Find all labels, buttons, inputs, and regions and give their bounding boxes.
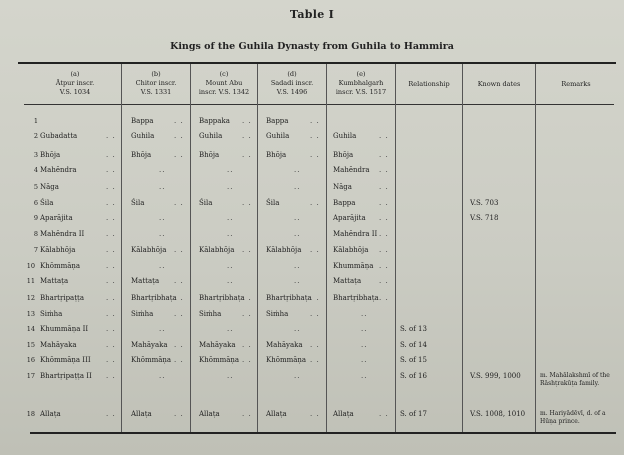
leader-dots: . . bbox=[242, 151, 252, 159]
empty-entry: .. bbox=[294, 183, 301, 191]
leader-dots: . . bbox=[379, 277, 389, 285]
leader-dots: . . bbox=[310, 341, 320, 349]
table-cell: Siṁha bbox=[131, 310, 154, 318]
row-number: 2 bbox=[33, 132, 38, 140]
column-divider bbox=[257, 64, 258, 432]
empty-entry: .. bbox=[361, 372, 368, 380]
relationship-cell: S. of 15 bbox=[400, 356, 427, 364]
leader-dots: . . bbox=[106, 199, 116, 207]
leader-dots: . . bbox=[106, 183, 116, 191]
known-dates-cell: V.S. 703 bbox=[470, 199, 499, 207]
column-header-text: (b) bbox=[151, 70, 161, 78]
column-header-text: Mount Abu bbox=[205, 79, 243, 87]
table-cell: Kālabhōja bbox=[199, 246, 235, 254]
leader-dots: . . bbox=[242, 294, 252, 302]
table-cell: Guhila bbox=[333, 132, 357, 140]
leader-dots: . . bbox=[379, 230, 389, 238]
empty-entry: .. bbox=[294, 277, 301, 285]
empty-entry: .. bbox=[227, 183, 234, 191]
relationship-cell: S. of 17 bbox=[400, 410, 427, 418]
table-cell: Bhartṛibhaṭa bbox=[199, 294, 245, 302]
table-cell: Mahēndra II bbox=[40, 230, 85, 238]
empty-entry: .. bbox=[227, 262, 234, 270]
row-number: 13 bbox=[26, 310, 35, 318]
row-number: 12 bbox=[26, 294, 35, 302]
leader-dots: . . bbox=[310, 132, 320, 140]
leader-dots: . . bbox=[106, 214, 116, 222]
table-cell: Khōmmāṇa bbox=[199, 356, 240, 364]
leader-dots: . . bbox=[106, 341, 116, 349]
empty-entry: .. bbox=[227, 277, 234, 285]
table-cell: Allaṭa bbox=[266, 410, 287, 418]
empty-entry: .. bbox=[361, 356, 368, 364]
leader-dots: . . bbox=[310, 294, 320, 302]
leader-dots: . . bbox=[379, 294, 389, 302]
table-cell: Bappaka bbox=[199, 117, 230, 125]
table-cell: Allaṭa bbox=[131, 410, 152, 418]
table-cell: Kālabhōja bbox=[333, 246, 369, 254]
column-divider bbox=[326, 64, 327, 432]
table-cell: Aparājita bbox=[40, 214, 73, 222]
remarks-cell: m. Mahālakshmī of the Rāshṭrakūṭa family. bbox=[540, 372, 610, 387]
column-divider bbox=[535, 64, 536, 432]
table-cell: Bhartṛibhaṭa bbox=[333, 294, 379, 302]
leader-dots: . . bbox=[174, 199, 184, 207]
empty-entry: .. bbox=[294, 262, 301, 270]
empty-entry: .. bbox=[227, 372, 234, 380]
table-cell: Kālabhōja bbox=[131, 246, 167, 254]
leader-dots: . . bbox=[379, 246, 389, 254]
leader-dots: . . bbox=[310, 246, 320, 254]
table-cell: Bappa bbox=[333, 199, 356, 207]
row-number: 6 bbox=[33, 199, 38, 207]
leader-dots: . . bbox=[174, 117, 184, 125]
column-header-text: inscr. V.S. 1517 bbox=[335, 88, 387, 96]
empty-entry: .. bbox=[159, 372, 166, 380]
leader-dots: . . bbox=[174, 246, 184, 254]
row-number: 11 bbox=[26, 277, 35, 285]
column-header-text: inscr. V.S. 1342 bbox=[198, 88, 250, 96]
leader-dots: . . bbox=[174, 132, 184, 140]
column-header-text: (d) bbox=[287, 70, 297, 78]
table-cell: Bappa bbox=[131, 117, 154, 125]
table-cell: Mahāyaka bbox=[199, 341, 236, 349]
table-cell: Allaṭa bbox=[199, 410, 220, 418]
row-number: 7 bbox=[33, 246, 38, 254]
column-header-text: (c) bbox=[219, 70, 229, 78]
table-cell: Siṁha bbox=[266, 310, 289, 318]
column-divider bbox=[190, 64, 191, 432]
table-cell: Mahāyaka bbox=[266, 341, 303, 349]
leader-dots: . . bbox=[174, 356, 184, 364]
table-cell: Khōmmāṇa III bbox=[40, 356, 91, 364]
table-cell: Guhila bbox=[131, 132, 155, 140]
leader-dots: . . bbox=[106, 277, 116, 285]
column-header-text: Kumbhalgarh bbox=[338, 79, 384, 87]
leader-dots: . . bbox=[106, 166, 116, 174]
table-cell: Gubadatta bbox=[40, 132, 78, 140]
table-cell: Aparājita bbox=[333, 214, 366, 222]
table-cell: Bhartṛipaṭṭa bbox=[40, 294, 85, 302]
empty-entry: .. bbox=[159, 230, 166, 238]
empty-entry: .. bbox=[227, 230, 234, 238]
leader-dots: . . bbox=[242, 310, 252, 318]
table-cell: Mahēndra bbox=[40, 166, 77, 174]
leader-dots: . . bbox=[379, 214, 389, 222]
column-header-text: V.S. 1496 bbox=[276, 88, 308, 96]
leader-dots: . . bbox=[310, 356, 320, 364]
empty-entry: .. bbox=[294, 230, 301, 238]
remarks-cell: m. Hariyādēvī, d. of a Hūṇa prince. bbox=[540, 410, 606, 425]
leader-dots: . . bbox=[174, 341, 184, 349]
table-cell: Śila bbox=[131, 199, 145, 207]
table-cell: Nāga bbox=[333, 183, 352, 191]
column-divider bbox=[462, 64, 463, 432]
column-header-text: (e) bbox=[356, 70, 366, 78]
leader-dots: . . bbox=[174, 310, 184, 318]
table-cell: Śila bbox=[199, 199, 213, 207]
leader-dots: . . bbox=[106, 246, 116, 254]
column-header-text: Relationship bbox=[408, 80, 450, 88]
empty-entry: .. bbox=[294, 166, 301, 174]
leader-dots: . . bbox=[174, 410, 184, 418]
column-header-text: V.S. 1331 bbox=[140, 88, 172, 96]
leader-dots: . . bbox=[106, 151, 116, 159]
table-cell: Bhartṛibhaṭa bbox=[131, 294, 177, 302]
table-cell: Bhōja bbox=[40, 151, 61, 159]
leader-dots: . . bbox=[379, 132, 389, 140]
empty-entry: .. bbox=[294, 214, 301, 222]
leader-dots: . . bbox=[310, 117, 320, 125]
table-cell: Śila bbox=[40, 199, 54, 207]
table-subtitle: Kings of the Guhila Dynasty from Guhila to Hammira bbox=[170, 41, 454, 52]
table-cell: Mahēndra bbox=[333, 166, 370, 174]
empty-entry: .. bbox=[159, 183, 166, 191]
column-header-text: (a) bbox=[70, 70, 80, 78]
table-cell: Bhōja bbox=[333, 151, 354, 159]
row-number: 5 bbox=[33, 183, 38, 191]
leader-dots: . . bbox=[242, 132, 252, 140]
table-cell: Allaṭa bbox=[40, 410, 61, 418]
top-rule bbox=[18, 62, 616, 64]
empty-entry: .. bbox=[227, 325, 234, 333]
empty-entry: .. bbox=[159, 214, 166, 222]
leader-dots: . . bbox=[106, 230, 116, 238]
table-cell: Siṁha bbox=[199, 310, 222, 318]
row-number: 3 bbox=[33, 151, 38, 159]
table-cell: Śila bbox=[266, 199, 280, 207]
leader-dots: . . bbox=[174, 151, 184, 159]
empty-entry: .. bbox=[294, 325, 301, 333]
table-title: Table I bbox=[289, 8, 335, 21]
row-number: 14 bbox=[26, 325, 35, 333]
row-number: 4 bbox=[33, 166, 38, 174]
empty-entry: .. bbox=[361, 341, 368, 349]
column-header-text: Known dates bbox=[477, 80, 521, 88]
table-cell: Khōmmāṇa bbox=[266, 356, 307, 364]
bottom-rule bbox=[30, 432, 616, 434]
relationship-cell: S. of 16 bbox=[400, 372, 427, 380]
known-dates-cell: V.S. 1008, 1010 bbox=[470, 410, 526, 418]
empty-entry: .. bbox=[159, 325, 166, 333]
leader-dots: . . bbox=[379, 183, 389, 191]
table-cell: Kālabhōja bbox=[40, 246, 76, 254]
empty-entry: .. bbox=[159, 262, 166, 270]
header-rule bbox=[24, 104, 614, 105]
table-cell: Bappa bbox=[266, 117, 289, 125]
leader-dots: . . bbox=[242, 356, 252, 364]
leader-dots: . . bbox=[106, 262, 116, 270]
empty-entry: .. bbox=[294, 372, 301, 380]
table-cell: Bhartṛibhaṭa bbox=[266, 294, 312, 302]
table-cell: Mattaṭa bbox=[40, 277, 69, 285]
column-header-text: Chitor inscr. bbox=[135, 79, 177, 87]
table-cell: Mahēndra II bbox=[333, 230, 378, 238]
leader-dots: . . bbox=[379, 410, 389, 418]
row-number: 15 bbox=[26, 341, 35, 349]
table-cell: Guhila bbox=[266, 132, 290, 140]
leader-dots: . . bbox=[310, 151, 320, 159]
table-cell: Mahāyaka bbox=[40, 341, 77, 349]
relationship-cell: S. of 13 bbox=[400, 325, 427, 333]
column-header-text: V.S. 1034 bbox=[59, 88, 91, 96]
empty-entry: .. bbox=[227, 166, 234, 174]
leader-dots: . . bbox=[242, 117, 252, 125]
known-dates-cell: V.S. 718 bbox=[470, 214, 499, 222]
leader-dots: . . bbox=[379, 151, 389, 159]
column-header-text: Remarks bbox=[561, 80, 591, 88]
relationship-cell: S. of 14 bbox=[400, 341, 427, 349]
table-cell: Khummāṇa II bbox=[40, 325, 89, 333]
leader-dots: . . bbox=[106, 410, 116, 418]
leader-dots: . . bbox=[106, 294, 116, 302]
table-cell: Mattaṭa bbox=[131, 277, 160, 285]
empty-entry: .. bbox=[159, 166, 166, 174]
table-cell: Khōmmāṇa bbox=[131, 356, 172, 364]
row-number: 9 bbox=[33, 214, 38, 222]
empty-entry: .. bbox=[227, 214, 234, 222]
leader-dots: . . bbox=[242, 246, 252, 254]
table-cell: Bhōja bbox=[266, 151, 287, 159]
row-number: 16 bbox=[26, 356, 35, 364]
table-cell: Allaṭa bbox=[333, 410, 354, 418]
row-number: 1 bbox=[33, 117, 38, 125]
leader-dots: . . bbox=[379, 199, 389, 207]
table-cell: Guhila bbox=[199, 132, 223, 140]
leader-dots: . . bbox=[310, 199, 320, 207]
leader-dots: . . bbox=[106, 132, 116, 140]
table-cell: Bhōja bbox=[199, 151, 220, 159]
column-divider bbox=[121, 64, 122, 432]
leader-dots: . . bbox=[106, 356, 116, 364]
column-header-text: Ātpur inscr. bbox=[55, 79, 95, 87]
empty-entry: .. bbox=[361, 325, 368, 333]
row-number: 8 bbox=[33, 230, 38, 238]
column-divider bbox=[395, 64, 396, 432]
leader-dots: . . bbox=[106, 310, 116, 318]
column-header-text: Sadadi inscr. bbox=[270, 79, 314, 87]
table-cell: Mattaṭa bbox=[333, 277, 362, 285]
leader-dots: . . bbox=[242, 410, 252, 418]
empty-entry: .. bbox=[361, 310, 368, 318]
table-cell: Khōmmāṇa bbox=[40, 262, 81, 270]
row-number: 17 bbox=[26, 372, 35, 380]
row-number: 10 bbox=[26, 262, 35, 270]
table-cell: Kālabhōja bbox=[266, 246, 302, 254]
leader-dots: . . bbox=[379, 166, 389, 174]
known-dates-cell: V.S. 999, 1000 bbox=[470, 372, 521, 380]
leader-dots: . . bbox=[106, 325, 116, 333]
table-cell: Nāga bbox=[40, 183, 59, 191]
leader-dots: . . bbox=[242, 199, 252, 207]
table-cell: Bhōja bbox=[131, 151, 152, 159]
table-cell: Bhartṛipaṭṭa II bbox=[40, 372, 92, 380]
table-cell: Siṁha bbox=[40, 310, 63, 318]
leader-dots: . . bbox=[174, 294, 184, 302]
leader-dots: . . bbox=[242, 341, 252, 349]
leader-dots: . . bbox=[174, 277, 184, 285]
table-cell: Mahāyaka bbox=[131, 341, 168, 349]
leader-dots: . . bbox=[310, 310, 320, 318]
leader-dots: . . bbox=[106, 372, 116, 380]
leader-dots: . . bbox=[379, 262, 389, 270]
leader-dots: . . bbox=[310, 410, 320, 418]
table-cell: Khummāṇa bbox=[333, 262, 374, 270]
row-number: 18 bbox=[26, 410, 35, 418]
